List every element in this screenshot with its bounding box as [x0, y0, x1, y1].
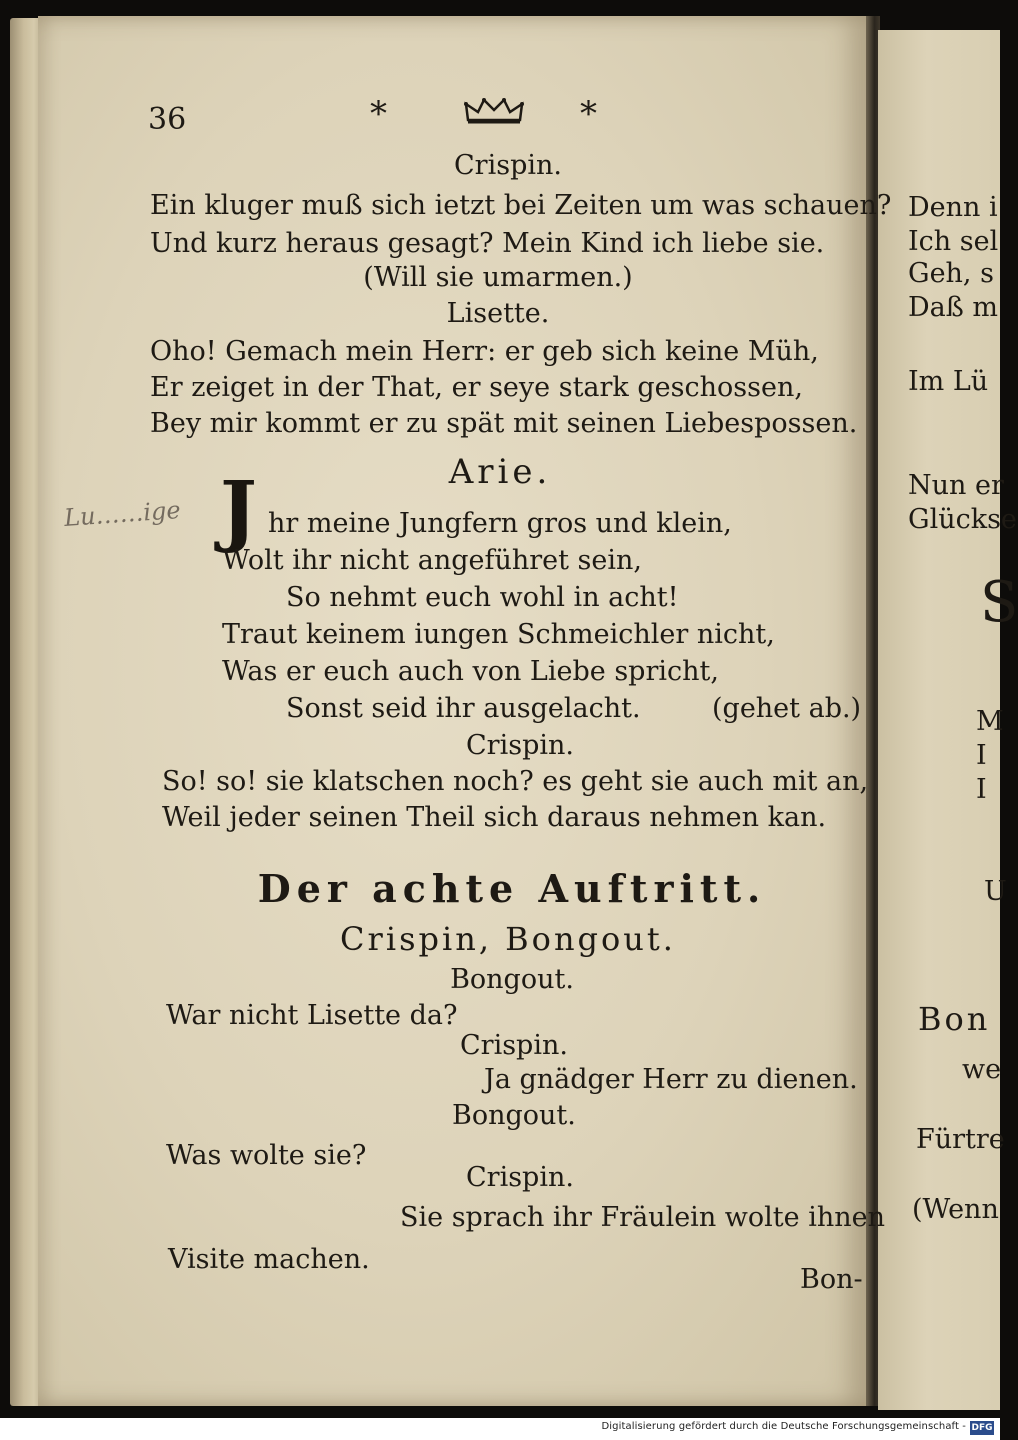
verse-line: Visite machen.	[168, 1244, 370, 1275]
stage-direction: (Will sie umarmen.)	[363, 262, 633, 293]
verse-line: Oho! Gemach mein Herr: er geb sich keine Müh,	[150, 336, 819, 367]
right-page-fragment: (Wenn	[912, 1194, 999, 1225]
handwritten-annotation: Lu……ige	[63, 495, 182, 533]
right-page-fragment: U	[984, 876, 1007, 907]
speaker-heading: Bongout.	[450, 964, 574, 995]
funding-notice: Digitalisierung gefördert durch die Deutsche Forschungsgemeinschaft -	[601, 1421, 966, 1432]
crown-ornament-icon	[462, 96, 526, 126]
right-page-fragment: Geh, s	[908, 258, 994, 289]
speaker-heading: Bongout.	[452, 1100, 576, 1131]
aria-line: Wolt ihr nicht angeführet sein,	[222, 545, 643, 576]
verse-line: War nicht Lisette da?	[166, 1000, 458, 1031]
right-page-fragment: S	[980, 570, 1018, 635]
right-page-fragment: Glückse	[908, 504, 1017, 535]
catchword: Bon-	[800, 1264, 863, 1295]
right-page-fragment: I	[976, 774, 987, 805]
right-page-fragment: we	[962, 1054, 1002, 1085]
speaker-heading: Crispin.	[466, 730, 574, 761]
verse-line: Er zeiget in der That, er seye stark geschossen,	[150, 372, 803, 403]
verse-line: Was wolte sie?	[166, 1140, 367, 1171]
right-page-fragment: Daß m	[908, 292, 998, 323]
speaker-heading: Crispin.	[466, 1162, 574, 1193]
right-page-fragment: Ich sel	[908, 226, 999, 257]
right-page-fragment: Nun er	[908, 470, 1004, 501]
aria-line: Was er euch auch von Liebe spricht,	[222, 656, 719, 687]
right-page-fragment: Im Lü	[908, 366, 989, 397]
right-page-fragment: Fürtre	[916, 1124, 1005, 1155]
aria-line: Traut keinem iungen Schmeichler nicht,	[222, 619, 775, 650]
verse-line: Ein kluger muß sich ietzt bei Zeiten um was schauen?	[150, 190, 892, 221]
scene-heading: Der achte Auftritt.	[257, 866, 767, 911]
verse-line: Sie sprach ihr Fräulein wolte ihnen	[400, 1202, 885, 1233]
right-page-fragment: M	[976, 706, 1004, 737]
aria-line: Sonst seid ihr ausgelacht.	[286, 693, 641, 724]
star-ornament-right-icon: *	[580, 94, 597, 134]
scene-characters: Crispin, Bongout.	[340, 920, 676, 958]
stage-direction: (gehet ab.)	[712, 693, 862, 724]
footer-bar	[0, 1418, 1000, 1440]
speaker-heading: Crispin.	[460, 1030, 568, 1061]
right-page-fragment: Bon	[918, 1000, 991, 1038]
drop-capital: J	[220, 465, 257, 556]
dfg-logo-icon: DFG	[971, 1423, 993, 1433]
verse-line: Und kurz heraus gesagt? Mein Kind ich liebe sie.	[150, 228, 825, 259]
star-ornament-left-icon: *	[370, 94, 387, 134]
speaker-heading: Lisette.	[446, 298, 550, 329]
speaker-heading: Crispin.	[454, 150, 562, 181]
aria-heading: Arie.	[448, 452, 552, 492]
verse-line: Bey mir kommt er zu spät mit seinen Liebespossen.	[150, 408, 858, 439]
page-number: 36	[148, 102, 187, 137]
right-page-fragment: I	[976, 740, 987, 771]
verse-line: Weil jeder seinen Theil sich daraus nehmen kan.	[162, 802, 827, 833]
aria-line: hr meine Jungfern gros und klein,	[268, 508, 732, 539]
verse-line: So! so! sie klatschen noch? es geht sie auch mit an,	[162, 766, 869, 797]
right-page-fragment: Denn i	[908, 192, 998, 223]
aria-line: So nehmt euch wohl in acht!	[286, 582, 679, 613]
verse-line: Ja gnädger Herr zu dienen.	[484, 1064, 858, 1095]
